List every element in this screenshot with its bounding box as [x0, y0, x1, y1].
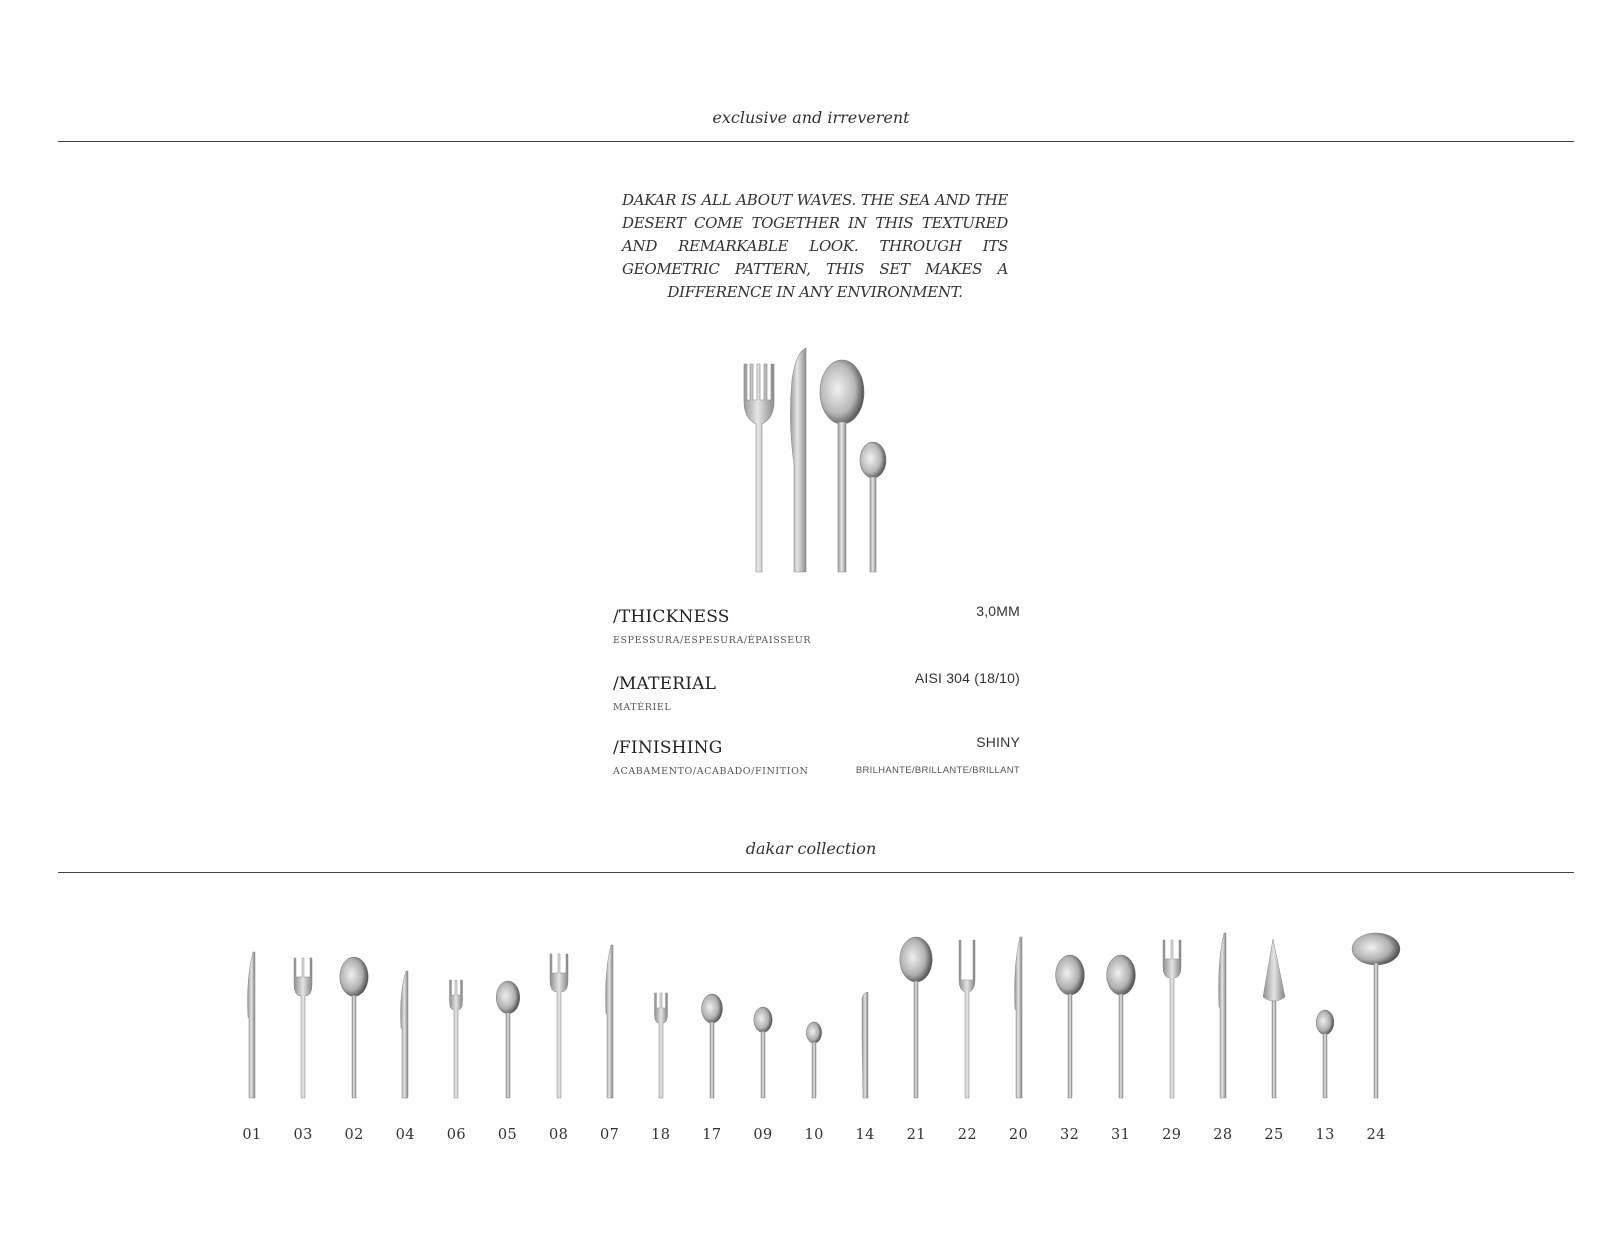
collection-item-25 [1249, 925, 1299, 1105]
collection-code-label: 06 [446, 1127, 467, 1143]
collection-item-13 [1300, 925, 1350, 1105]
hero-cutlery-image [730, 340, 900, 576]
spec-value: SHINY [976, 734, 1020, 750]
collection-item-31 [1096, 925, 1146, 1105]
hero-teaspoon-icon [860, 442, 886, 572]
collection-code-label: 07 [600, 1127, 620, 1143]
knife-icon [1198, 925, 1248, 1100]
spoon-icon [1096, 925, 1146, 1100]
section-title-collection: dakar collection [745, 839, 877, 858]
collection-item-07 [585, 925, 635, 1105]
collection-item-10 [789, 925, 839, 1105]
collection-item-28 [1198, 925, 1248, 1105]
spec-value-translation: BRILHANTE/BRILLANTE/BRILLANT [855, 765, 1020, 776]
knife-icon [380, 925, 430, 1100]
spoon-icon [738, 925, 788, 1100]
collection-item-06 [431, 925, 481, 1105]
collection-code-label: 32 [1059, 1127, 1080, 1143]
collection-item-29 [1147, 925, 1197, 1105]
collection-code-label: 24 [1366, 1127, 1386, 1143]
carving-fork-icon [942, 925, 992, 1100]
knife-icon [227, 925, 277, 1100]
spoon-icon [687, 925, 737, 1100]
section-title-top: exclusive and irreverent [712, 108, 910, 127]
collection-item-20 [994, 925, 1044, 1105]
collection-code-label: 05 [497, 1127, 518, 1143]
collection-code-label: 09 [753, 1127, 773, 1143]
knife-icon [994, 925, 1044, 1100]
spec-label: /FINISHING [613, 738, 723, 758]
collection-lineup [0, 925, 1622, 1105]
spec-thickness [613, 603, 1020, 659]
collection-item-03 [278, 925, 328, 1105]
collection-code-label: 28 [1213, 1127, 1233, 1143]
divider-collection [58, 872, 1574, 873]
hero-knife-icon [790, 348, 806, 572]
collection-item-17 [687, 925, 737, 1105]
divider-top [58, 141, 1574, 142]
fork-icon [636, 925, 686, 1100]
ladle-icon [1351, 925, 1401, 1100]
fork-icon [431, 925, 481, 1100]
hero-fork-icon [744, 364, 774, 572]
spoon-icon [789, 925, 839, 1100]
spec-label: /MATERIAL [613, 674, 717, 694]
collection-code-label: 22 [957, 1127, 978, 1143]
collection-item-08 [534, 925, 584, 1105]
spec-translation: MATÉRIEL [613, 702, 672, 713]
spoon-icon [1300, 925, 1350, 1100]
cake-server-icon [1249, 925, 1299, 1100]
collection-code-label: 18 [651, 1127, 671, 1143]
spoon-icon [329, 925, 379, 1100]
collection-item-32 [1045, 925, 1095, 1105]
spec-material [613, 670, 1020, 726]
collection-item-09 [738, 925, 788, 1105]
hero-spoon-icon [820, 360, 864, 572]
collection-code-label: 20 [1008, 1127, 1029, 1143]
collection-code-label: 31 [1111, 1127, 1131, 1143]
collection-code-label: 01 [242, 1127, 262, 1143]
collection-item-02 [329, 925, 379, 1105]
spec-translation: ACABAMENTO/ACABADO/FINITION [613, 766, 809, 777]
collection-item-04 [380, 925, 430, 1105]
collection-code-label: 25 [1264, 1127, 1284, 1143]
spec-value: 3,0MM [976, 603, 1020, 619]
collection-code-label: 10 [804, 1127, 824, 1143]
collection-item-21 [891, 925, 941, 1105]
collection-code-label: 13 [1315, 1127, 1335, 1143]
collection-item-18 [636, 925, 686, 1105]
spec-finishing [613, 734, 1020, 790]
collection-item-05 [483, 925, 533, 1105]
collection-code-label: 14 [855, 1127, 875, 1143]
fish-knife-icon [585, 925, 635, 1100]
collection-item-24 [1351, 925, 1401, 1105]
collection-code-label: 21 [906, 1127, 926, 1143]
collection-code-label: 02 [344, 1127, 364, 1143]
spoon-icon [891, 925, 941, 1100]
collection-item-22 [942, 925, 992, 1105]
intro-text: DAKAR IS ALL ABOUT WAVES. THE SEA AND THE DESERT COME TOGETHER IN THIS TEXTURED AND REMARKABLE LOOK. THROUGH ITS GEOMETRIC PATTERN, THIS SET MAKES A DIFFERENCE IN ANY ENVIRONMENT. [622, 191, 1008, 301]
collection-item-14 [840, 925, 890, 1105]
salad-spoon-icon [1045, 925, 1095, 1100]
fork-icon [278, 925, 328, 1100]
collection-code-label: 08 [548, 1127, 569, 1143]
spoon-icon [483, 925, 533, 1100]
fork-icon [1147, 925, 1197, 1100]
collection-code-label: 17 [702, 1127, 722, 1143]
spec-label: /THICKNESS [613, 607, 730, 627]
collection-code-label: 03 [293, 1127, 313, 1143]
collection-code-label: 29 [1162, 1127, 1182, 1143]
fork-icon [534, 925, 584, 1100]
spec-value: AISI 304 (18/10) [914, 670, 1020, 686]
collection-code-label: 04 [395, 1127, 415, 1143]
spec-translation: ESPESSURA/ESPESURA/ÉPAISSEUR [613, 635, 812, 646]
butter-knife-icon [840, 925, 890, 1100]
collection-item-01 [227, 925, 277, 1105]
